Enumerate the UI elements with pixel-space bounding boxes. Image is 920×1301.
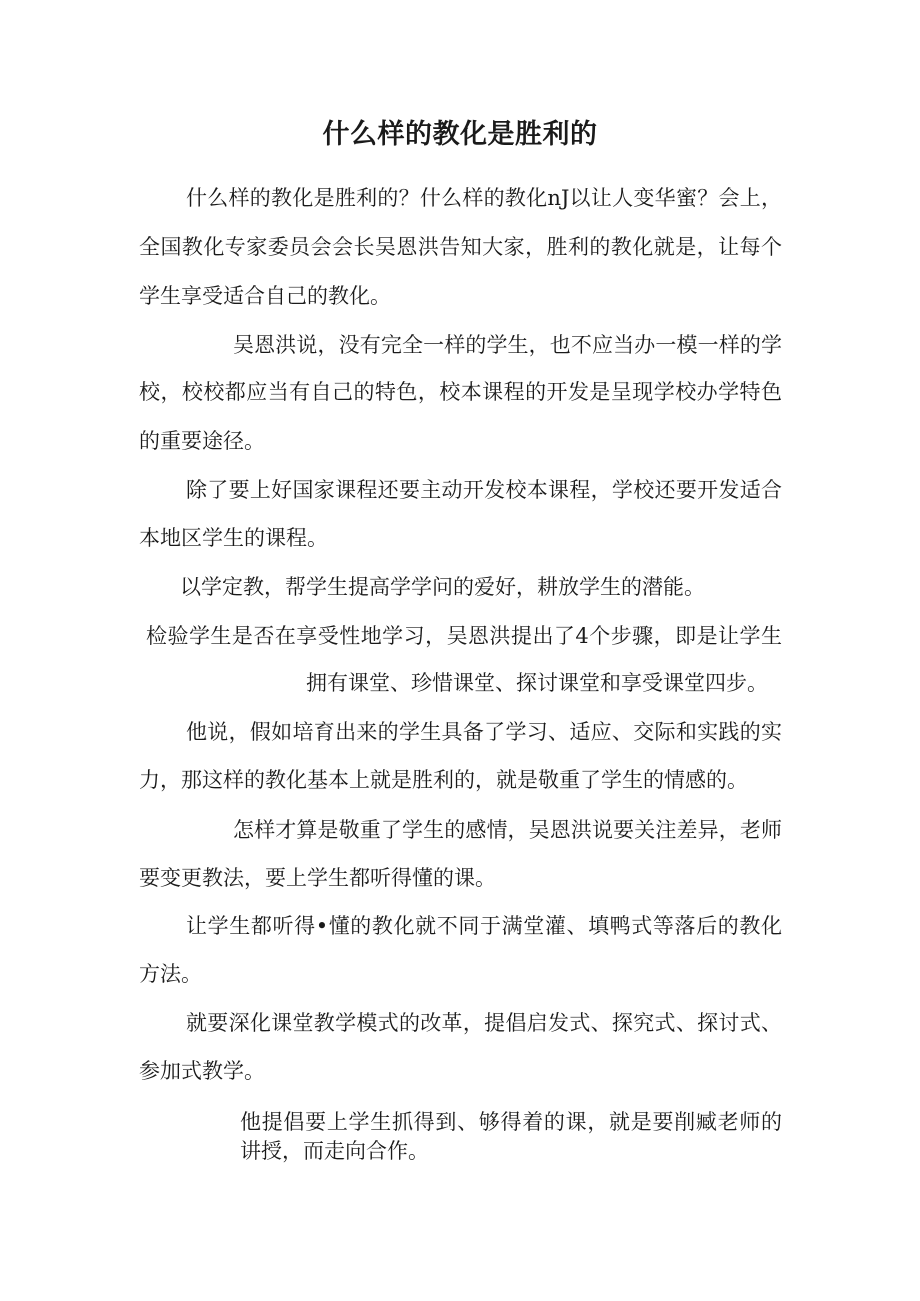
paragraph-line: 什么样的教化是胜利的？什么样的教化nJ以让人变华蜜？会上， (186, 186, 782, 210)
paragraph-line: 除了要上好国家课程还要主动开发校本课程，学校还要开发适合 (186, 478, 782, 502)
paragraph-line: 让学生都听得•懂的教化就不同于满堂灌、填鸭式等落后的教化 (186, 914, 782, 938)
paragraph-line: 检验学生是否在享受性地学习，吴恩洪提出了4个步骤，即是让学生 (146, 624, 782, 648)
paragraph-line: 以学定教，帮学生提高学学问的爱好，耕放学生的潜能。 (180, 575, 705, 599)
document-title: 什么样的教化是胜利的 (322, 119, 598, 150)
paragraph-line: 校，校校都应当有自己的特色，校本课程的开发是呈现学校办学特色 (139, 380, 782, 404)
paragraph-line: 他说，假如培育出来的学生具备了学习、适应、交际和实践的实 (186, 720, 782, 744)
paragraph-line: 方法。 (139, 962, 202, 986)
paragraph-line: 他提倡要上学生抓得到、够得着的课，就是要削臧老师的 (240, 1110, 782, 1134)
paragraph-line: 要变更教法，要上学生都听得懂的课。 (139, 866, 496, 890)
paragraph-line: 力，那这样的教化基本上就是胜利的，就是敬重了学生的情感的。 (139, 768, 748, 792)
paragraph-line: 全国教化专家委员会会长吴恩洪告知大家，胜利的教化就是，让每个 (139, 235, 782, 259)
paragraph-line: 拥有课堂、珍惜课堂、探讨课堂和享受课堂四步。 (306, 671, 768, 695)
paragraph-line: 怎样才算是敬重了学生的感情，吴恩洪说要关注差异，老师 (233, 818, 782, 842)
paragraph-line: 就要深化课堂教学模式的改革，提倡启发式、探究式、探讨式、 (186, 1011, 782, 1035)
paragraph-line: 讲授，而走向合作。 (240, 1139, 429, 1163)
paragraph-line: 本地区学生的课程。 (139, 526, 328, 550)
paragraph-line: 吴恩洪说，没有完全一样的学生，也不应当办一模一样的学 (233, 333, 782, 357)
paragraph-line: 参加式教学。 (139, 1059, 265, 1083)
paragraph-line: 学生享受适合自己的教化。 (139, 284, 391, 308)
paragraph-line: 的重要途径。 (139, 429, 265, 453)
